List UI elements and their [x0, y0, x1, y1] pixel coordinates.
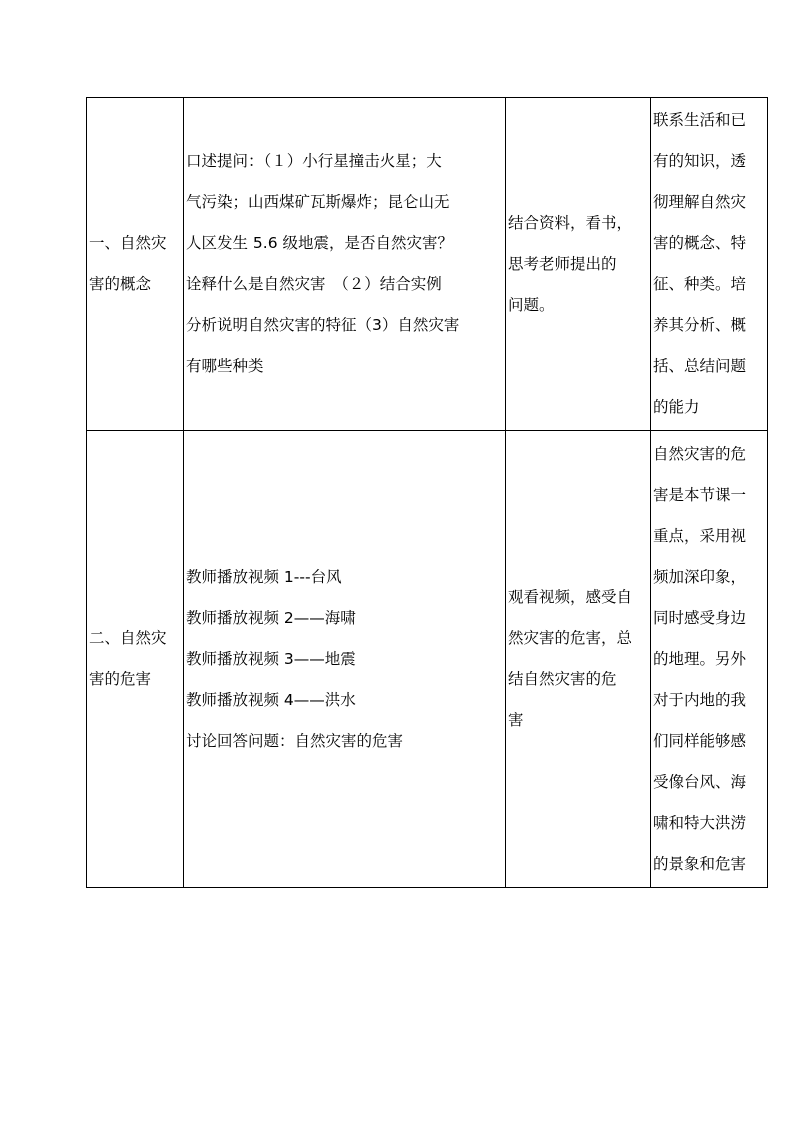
section-line: 害的概念: [89, 275, 152, 293]
section-line: 二、自然灾: [89, 629, 167, 647]
intent-line: 自然灾害的危: [653, 444, 747, 463]
intent-line: 养其分析、概: [653, 316, 747, 334]
intent-line: 联系生活和已: [653, 111, 747, 129]
teacher-line: 口述提问：（１）小行星撞击火星；大: [186, 152, 442, 170]
intent-line: 害是本节课一: [653, 485, 747, 504]
intent-line: 们同样能够感: [653, 731, 747, 750]
student-line: 害: [508, 711, 524, 729]
intent-line: 的地理。另外: [653, 649, 747, 668]
teacher-line: 诠释什么是自然灾害 （２）结合实例: [186, 275, 442, 293]
intent-line: 频加深印象，: [653, 567, 747, 586]
student-line: 观看视频，感受自: [508, 588, 633, 606]
section-line: 害的危害: [89, 670, 152, 688]
teacher-line: 讨论回答问题：自然灾害的危害: [186, 731, 404, 750]
intent-line: 的景象和危害: [653, 854, 747, 873]
intent-line: 的能力: [653, 398, 700, 416]
section-cell: [87, 431, 184, 888]
intent-line: 受像台风、海: [653, 772, 747, 791]
teacher-line: 有哪些种类: [186, 357, 264, 375]
teacher-line: 教师播放视频 1---台风: [186, 567, 342, 586]
intent-line: 征、种类。培: [653, 275, 747, 293]
teacher-line: 分析说明自然灾害的特征（3）自然灾害: [186, 316, 460, 334]
student-line: 结合资料，看书，: [508, 213, 633, 232]
student-line: 问题。: [508, 295, 555, 314]
intent-line: 害的概念、特: [653, 234, 747, 252]
teacher-line: 教师播放视频 3——地震: [186, 649, 356, 668]
teacher-line: 人区发生 5.6 级地震，是否自然灾害？: [186, 234, 454, 252]
design-intent-cell: [651, 98, 768, 431]
intent-line: 有的知识，透: [653, 152, 747, 170]
teacher-activity-cell: [184, 431, 506, 888]
student-line: 结自然灾害的危: [508, 670, 617, 688]
section-cell: [87, 98, 184, 431]
table-row: [87, 98, 768, 431]
student-line: 然灾害的危害，总: [508, 629, 633, 647]
intent-line: 啸和特大洪涝: [653, 813, 747, 832]
intent-line: 括、总结问题: [653, 357, 747, 375]
intent-line: 同时感受身边: [653, 608, 747, 627]
intent-line: 重点，采用视: [653, 526, 747, 545]
teacher-line: 气污染；山西煤矿瓦斯爆炸；昆仑山无: [186, 193, 450, 211]
student-activity-cell: [506, 431, 651, 888]
lesson-plan-table: [86, 97, 768, 888]
table-row: [87, 431, 768, 888]
intent-line: 对于内地的我: [653, 690, 747, 709]
student-activity-cell: [506, 98, 651, 431]
design-intent-cell: [651, 431, 768, 888]
section-line: 一、自然灾: [89, 234, 167, 252]
teacher-activity-cell: [184, 98, 506, 431]
intent-line: 彻理解自然灾: [653, 193, 747, 211]
teacher-line: 教师播放视频 4——洪水: [186, 690, 356, 709]
student-line: 思考老师提出的: [508, 254, 617, 273]
teacher-line: 教师播放视频 2——海啸: [186, 608, 356, 627]
